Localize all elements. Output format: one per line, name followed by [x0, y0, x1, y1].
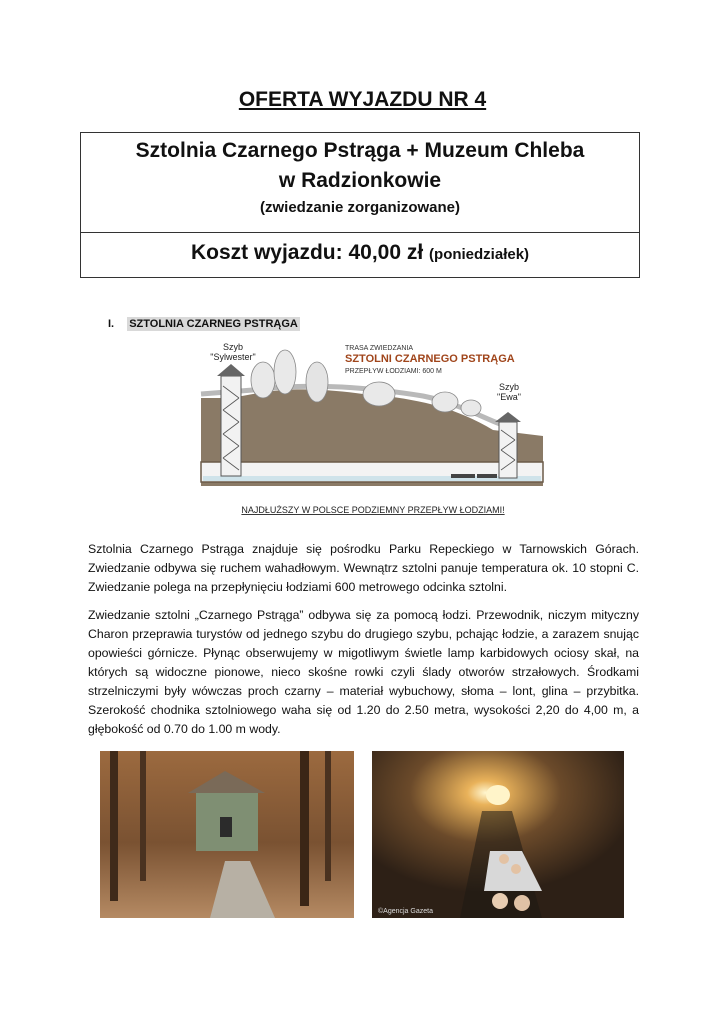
shaft-roof	[217, 364, 245, 376]
tree-icon	[306, 362, 328, 402]
page-title: OFERTA WYJAZDU NR 4	[238, 88, 487, 111]
offer-cost	[81, 241, 639, 265]
section-title: SZTOLNIA CZARNEG PSTRĄGA	[129, 318, 298, 330]
header-divider	[81, 232, 639, 233]
tree-icon	[363, 382, 395, 406]
offer-title-line2: w Radzionkowie	[278, 169, 442, 192]
shaft-sylwester	[221, 376, 241, 476]
route-length: Przepływ łodziami: 600 m	[345, 368, 442, 375]
tree-icon	[251, 362, 275, 398]
boat-icon	[477, 474, 497, 478]
photo-credit: ©Agencja Gazeta	[378, 908, 433, 915]
photo-shaft-tower	[100, 751, 354, 918]
diagram-caption: Najdłuższy w Polsce podziemny przepływ łodziami!	[241, 505, 505, 515]
cost-day: (poniedziałek)	[429, 246, 530, 263]
offer-title-line1: Sztolnia Czarnego Pstrąga + Muzeum Chleba	[135, 139, 585, 162]
shaft-right-label-1: Szyb	[498, 382, 520, 392]
tree-icon	[432, 392, 458, 412]
paragraph-1: Sztolnia Czarnego Pstrąga znajduje się pośrodku Parku Repeckiego w Tarnowskich Górach. Zwiedzanie odbywa się ruchem wahadłowym. Wewnątrz sztolni panuje temperatura ok. 10 stopni C. Zwiedzanie polega na przepłynięciu łodziami 600 metrowego odcinka sztolni.	[88, 542, 639, 594]
tree-icon	[461, 400, 481, 416]
route-title: Sztolni Czarnego Pstrąga	[345, 353, 515, 365]
offer-header-box	[80, 132, 640, 278]
route-small-label: Trasa zwiedzania	[345, 345, 414, 352]
lamp-light	[486, 785, 510, 805]
shaft-roof	[495, 412, 521, 422]
shaft-left-label-1: Szyb	[222, 342, 244, 352]
section-heading	[108, 318, 300, 330]
tunnel-diagram	[193, 336, 553, 524]
offer-subtitle: (zwiedzanie zorganizowane)	[259, 199, 461, 216]
section-number: I.	[108, 318, 115, 330]
cost-label: Koszt wyjazdu: 40,00 zł	[190, 241, 424, 264]
photo-boat-in-tunnel	[372, 751, 624, 918]
shaft-left-label-2: "Sylwester"	[210, 352, 256, 362]
paragraph-2: Zwiedzanie sztolni „Czarnego Pstrąga” odbywa się za pomocą łodzi. Przewodnik, niczym mityczny Charon przeprawia turystów od jednego szybu do drugiego szybu, pchając łodzie, a zarazem snując opowieści górnicze. Płynąc obserwujemy w migotliwym świetle lamp karbidowych ociosy skał, na których są widoczne pionowe, nieco skośne rowki czyli ślady otworów strzałowych. Środkami strzelniczymi były wówczas proch czarny – materiał wybuchowy, słoma – lont, glina – przybitka. Szerokość chodnika sztolniowego waha się od 1.20 do 2.50 metra, wysokości 2,20 do 4,00 m, a głębokość od 0.70 do 1.00 m wody.	[88, 608, 639, 736]
tree-icon	[274, 350, 296, 394]
shaft-right-label-2: "Ewa"	[497, 392, 521, 402]
boat-icon	[451, 474, 475, 478]
